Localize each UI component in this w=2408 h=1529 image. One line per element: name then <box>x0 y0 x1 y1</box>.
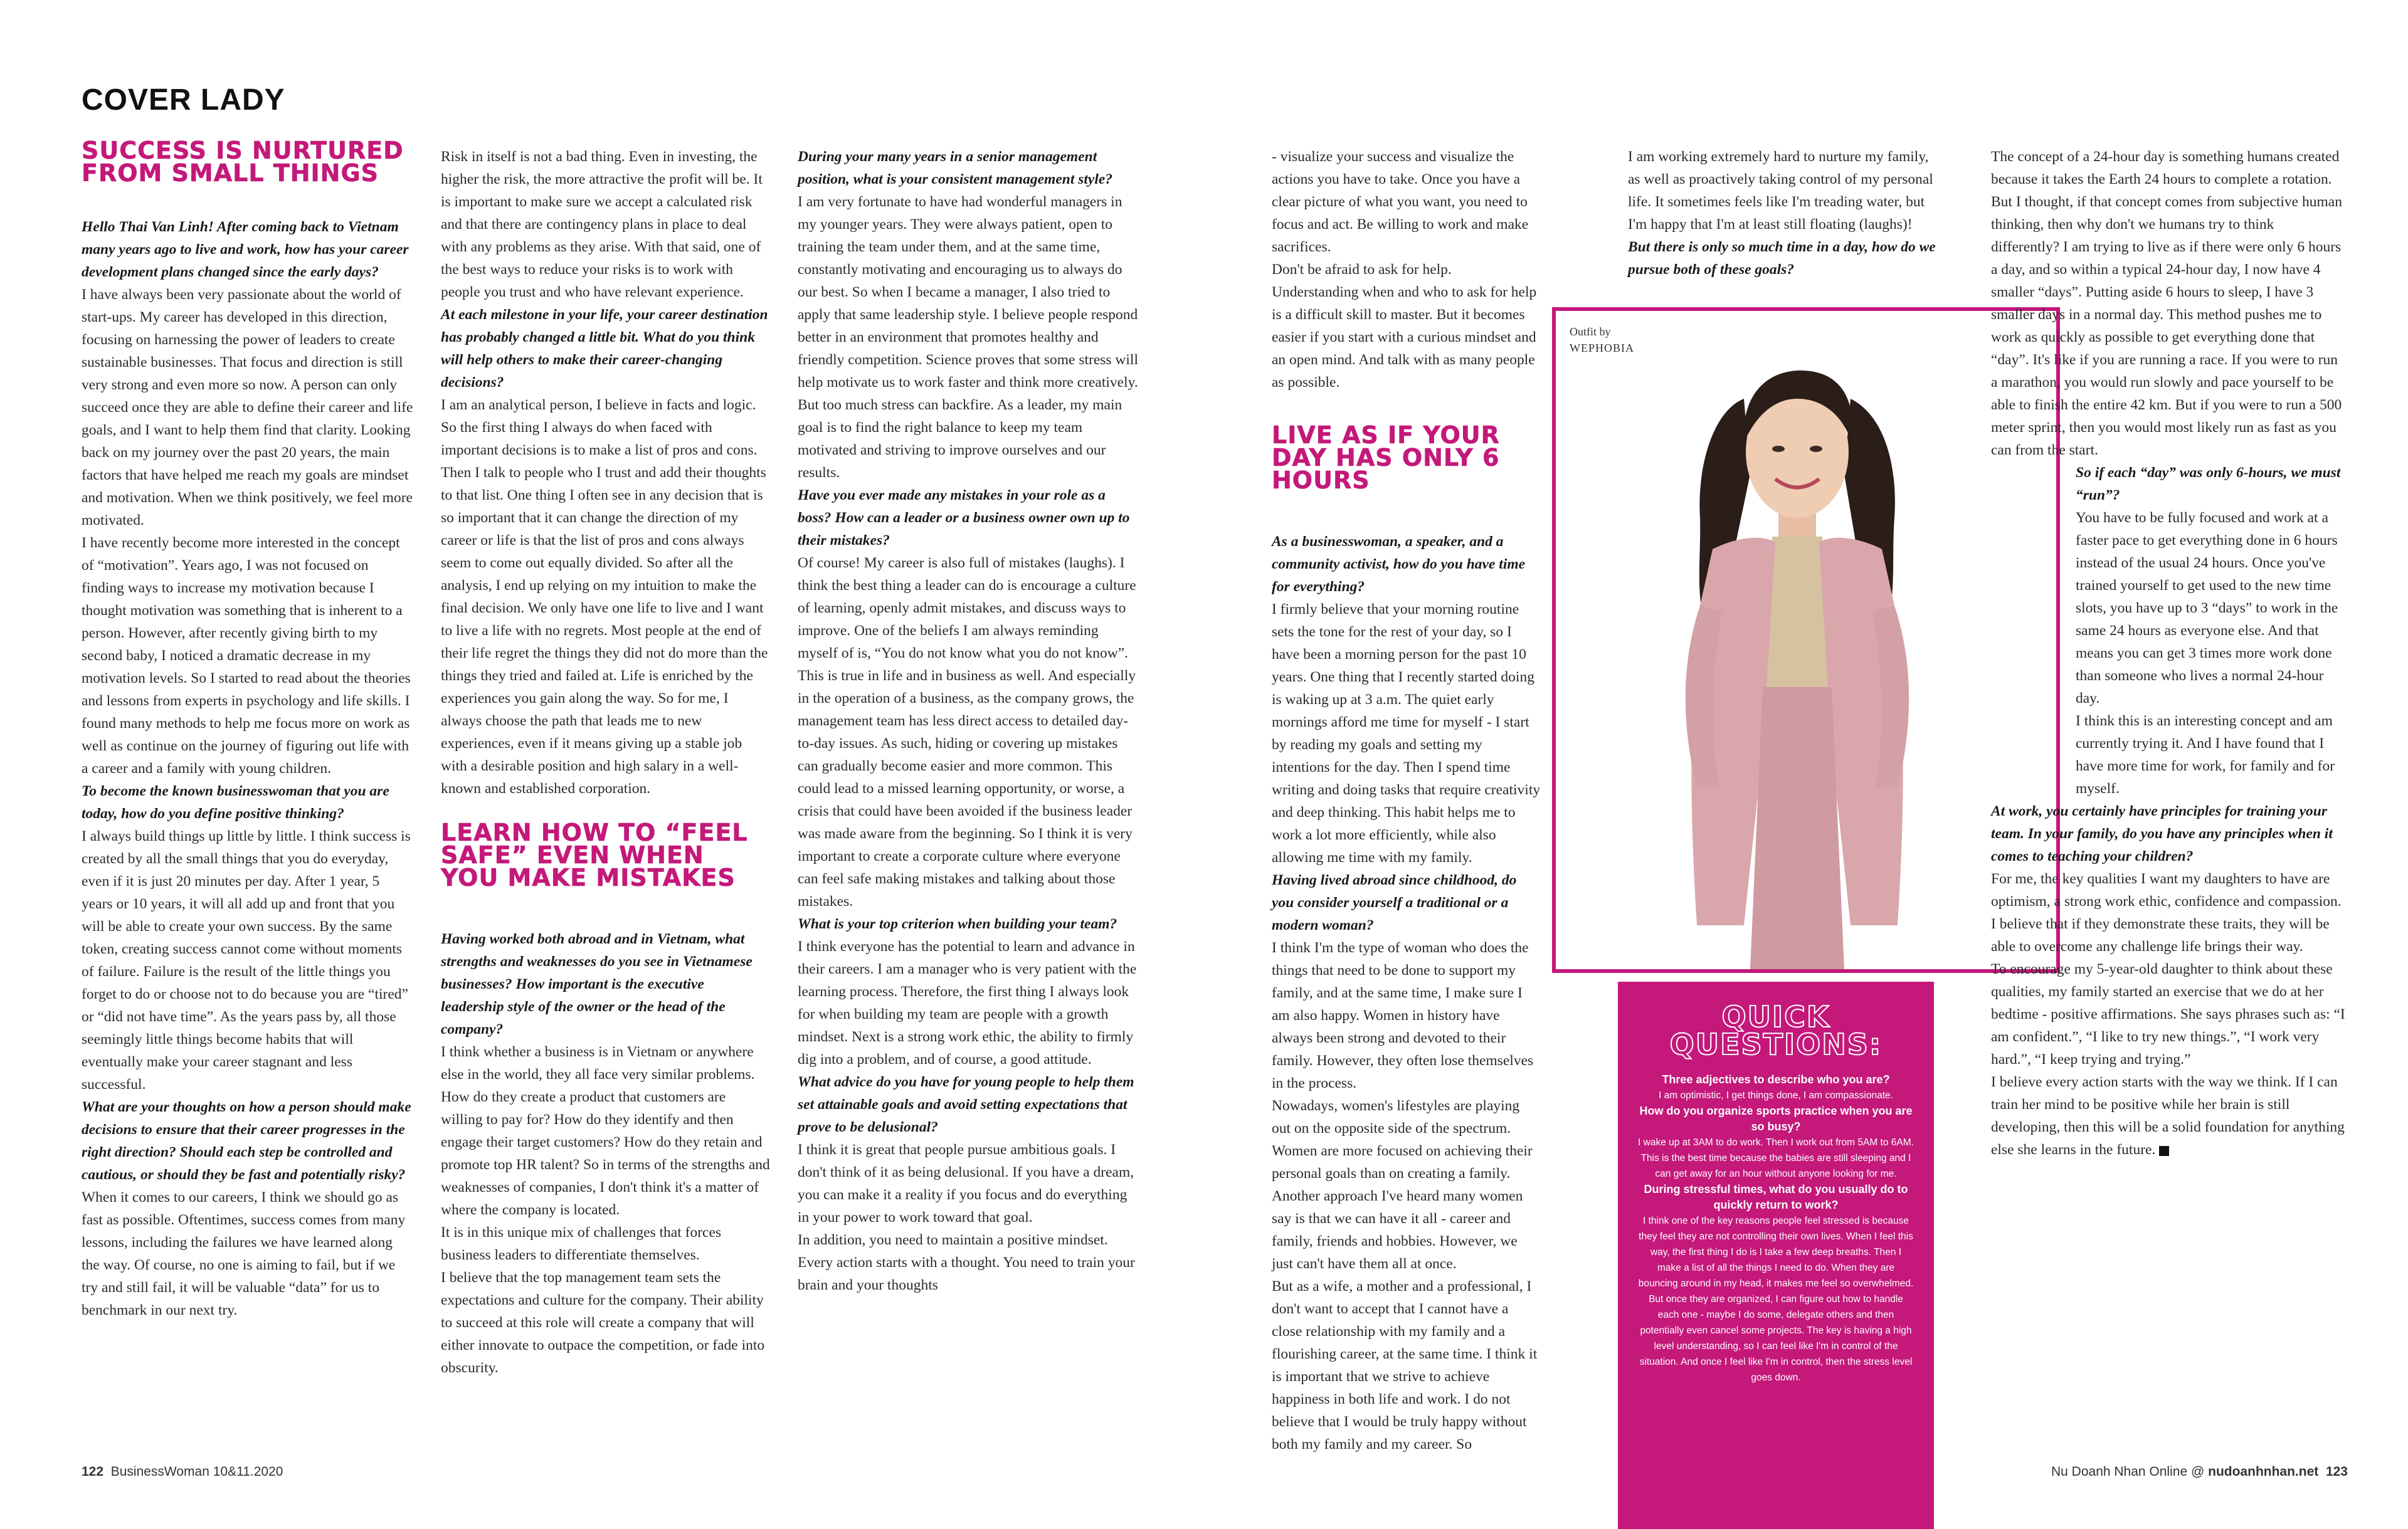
quick-answer: I wake up at 3AM to do work. Then I work out from 5AM to 6AM. This is the best time because the babies are still sleeping and I can get away for an hour without anyone looking for me. <box>1638 1137 1914 1179</box>
quick-answer: I am optimistic, I get things done, I am compassionate. <box>1659 1090 1893 1101</box>
article-column-1 <box>82 137 414 1321</box>
interview-answer: I am very fortunate to have had wonderful managers in my younger years. They were always patient, open to training the team under them, and at the same time, constantly motivating and encouraging us to always do our best. So when I became a manager, I also tried to apply that same leadership style. I believe people respond better in an environment that promotes healthy and friendly competition. Science proves that some stress will help motivate us to work faster and think more creatively. But too much stress can backfire. As a leader, my main goal is to find the right balance to keep my team motivated and striving to improve ourselves and our results. <box>798 194 1138 481</box>
section-label: COVER LADY <box>82 83 285 117</box>
folio-left <box>82 1464 283 1479</box>
interview-question: What are your thoughts on how a person should make decisions to ensure that their career progresses in the right direction? Should each step be controlled and cautious, or should they be fast and potentially risky? <box>82 1099 411 1183</box>
interview-answer: - visualize your success and visualize the actions you have to take. Once you have a clear picture of what you want, you need to focus and act. Be willing to work and make sacrifices. <box>1272 149 1529 255</box>
interview-answer: Don't be afraid to ask for help. Understanding when and who to ask for help is a difficult skill to master. But it becomes easier if you start with a curious mindset and an open mind. And talk with as many people as possible. <box>1272 261 1537 391</box>
interview-answer: I think everyone has the potential to learn and advance in their careers. I am a manager who is very patient with the learning process. Therefore, the first thing I always look for when building my team are people with a growth mindset. Next is a strong work ethic, the ability to firmly dig into a problem, and of course, a good attitude. <box>798 938 1137 1068</box>
interview-answer: I always build things up little by little. I think success is created by all the small things that you do everyday, even if it is just 20 minutes per day. After 1 year, 5 years or 10 years, it will all add up and front that you will be able to create your own success. By the same token, creating success cannot come without moments of failure. Failure is the result of the little things you forget to do or choose not to do because you are “tired” or “did not have time”. As the years pass by, all those seemingly little things become habits that will eventually make your career stagnant and less successful. <box>82 828 411 1093</box>
interview-question: What advice do you have for young people to help them set attainable goals and avoid setting expectations that prove to be delusional? <box>798 1074 1134 1135</box>
quick-question: How do you organize sports practice when you are so busy? <box>1639 1105 1913 1133</box>
magazine-issue: BusinessWoman 10&11.2020 <box>110 1464 283 1479</box>
article-column-4 <box>1272 145 1588 1456</box>
column-5-body <box>1628 145 1941 281</box>
article-column-3 <box>798 145 1139 1296</box>
page-number-right: 123 <box>2325 1464 2348 1479</box>
site-name: Nu Doanh Nhan Online @ <box>2051 1464 2205 1479</box>
headline-feel-safe: LEARN HOW TO “FEEL SAFE” EVEN WHEN YOU MAKE MISTAKES <box>441 819 748 891</box>
outfit-brand: WEPHOBIA <box>1570 342 1634 354</box>
column-4-body-top <box>1272 145 1541 394</box>
page-number-left: 122 <box>82 1464 104 1479</box>
interview-question: Having worked both abroad and in Vietnam, what strengths and weaknesses do you see in Vietnamese businesses? How important is the executive leadership style of the owner or the head of the company? <box>441 931 752 1038</box>
interview-answer: It is in this unique mix of challenges that forces business leaders to differentiate themselves. <box>441 1224 722 1263</box>
interview-question: At each milestone in your life, your career destination has probably changed a little bit. What do you think will help others to make their career-changing decisions? <box>441 307 768 391</box>
interview-answer: To encourage my 5-year-old daughter to think about these qualities, my family started an exercise that we do at her bedtime - positive affirmations. She says phrases such as: “I am confident.”, “I like to try new things.”, “I work very hard.”, “I keep trying and trying.” <box>1991 961 2345 1068</box>
quick-questions-title: QUICK QUESTIONS: <box>1669 1000 1883 1061</box>
interview-question: Having lived abroad since childhood, do you consider yourself a traditional or a modern woman? <box>1272 872 1517 933</box>
interview-question: During your many years in a senior management position, what is your consistent management style? <box>798 149 1113 187</box>
quick-answer: I think one of the key reasons people feel stressed is because they feel they are not controlling their own lives. When I feel this way, the first thing I do is I take a few deep breaths. Then I make a list of all the things I need to do. When they are bouncing around in my head, it makes me feel so overwhelmed. But once they are organized, I can figure out how to handle each one - maybe I do some, delegate others and then potentially even cancel some projects. The key is having a high level understanding, so I can feel like I'm in control of the situation. And once I feel like I'm in control, then the stress level goes down. <box>1638 1216 1914 1383</box>
interview-question: But there is only so much time in a day, how do we pursue both of these goals? <box>1628 239 1936 278</box>
interview-answer: The concept of a 24-hour day is something humans created because it takes the Earth 24 hours to complete a rotation. But I thought, if that concept comes from subjective human thinking, then why don't we humans try to think differently? I am trying to live as if there were only 6 hours a day, and so within a typical 24-hour day, I now have 4 smaller “days”. Putting aside 6 hours to sleep, I have 3 smaller days in a normal day. This method pushes me to work as quickly as possible to get everything done that “day”. It's like if you are running a race. If you were to run a marathon, you would run slowly and pace yourself to be able to finish the entire 42 km. But if you were to run a 500 meter sprint, then you would most likely run as fast as you can from the start. <box>1991 149 2342 458</box>
interview-answer: I believe that the top management team sets the expectations and culture for the company. Their ability to succeed at this role will create a company that will either innovate to outpace the competition, or fade into obscurity. <box>441 1269 765 1376</box>
interview-answer: When it comes to our careers, I think we should go as fast as possible. Oftentimes, success comes from many lessons, including the failures we have learned along the way. Of course, no one is aiming to fail, but if we try and still fail, it will be valuable “data” for us to benchmark in our next try. <box>82 1189 406 1318</box>
interview-answer: Risk in itself is not a bad thing. Even in investing, the higher the risk, the more attractive the profit will be. It is important to make sure we accept a calculated risk and that there are contingency plans in place to deal with any problems as they arise. With that said, one of the best ways to reduce your risks is to work with people you trust and who have relevant experience. <box>441 149 763 300</box>
article-column-2 <box>441 145 770 1379</box>
interview-question: To become the known businesswoman that you are today, how do you define positive thinking? <box>82 783 389 822</box>
quick-questions-list <box>1638 1072 1914 1385</box>
interview-answer: Nowadays, women's lifestyles are playing out on the opposite side of the spectrum. Women are more focused on achieving their personal goals than on creating a family. Another approach I've heard many women say is that we can have it all - career and family, friends and hobbies. However, we just can't have them all at once. <box>1272 1098 1533 1272</box>
interview-answer: I have recently become more interested in the concept of “motivation”. Years ago, I was not focused on finding ways to increase my motivation because I thought motivation was something that is inherent to a person. However, after recently giving birth to my second baby, I noticed a dramatic decrease in my motivation levels. So I started to read about the theories and lessons from experts in psychology and life skills. I found many methods to help me focus more on work as well as continue on the journey of figuring out life with a career and a family with young children. <box>82 535 411 777</box>
interview-answer: I am working extremely hard to nurture my family, as well as proactively taking control of my personal life. It sometimes feels like I'm treading water, but I'm happy that I'm at least still floating (laughs)! <box>1628 149 1933 233</box>
quick-question: During stressful times, what do you usually do to quickly return to work? <box>1644 1183 1908 1211</box>
interview-answer: I think whether a business is in Vietnam or anywhere else in the world, they all face very similar problems. How do they create a product that customers are willing to pay for? How do they identify and then engage their target customers? How do they retain and promote top HR talent? So in terms of the strengths and weaknesses of companies, I don't think it's a matter of where the company is located. <box>441 1044 770 1218</box>
quick-question: Three adjectives to describe who you are? <box>1662 1073 1890 1086</box>
column-3-body <box>798 145 1139 1296</box>
interview-answer: Of course! My career is also full of mistakes (laughs). I think the best thing a leader can do is encourage a culture of learning, openly admit mistakes, and discuss ways to improve. One of the beliefs I am always reminding myself of is, “You do not know what you do not know”. This is true in life and in business as well. And especially in the operation of a business, as the company grows, the management team has less direct access to detailed day-to-day issues. As such, hiding or covering up mistakes can gradually become easier and more common. This could lead to a missed learning opportunity, or worse, a crisis that could have been avoided if the business leader was made aware from the beginning. So I think it is very important to create a corporate culture where everyone can feel safe making mistakes and talking about those mistakes. <box>798 555 1136 910</box>
quick-questions-box <box>1618 982 1934 1529</box>
column-2-body-top <box>441 145 770 800</box>
column-4-body-bottom <box>1272 530 1541 1456</box>
headline-six-hours: LIVE AS IF YOUR DAY HAS ONLY 6 HOURS <box>1272 421 1500 494</box>
column-1-body <box>82 216 414 1321</box>
interview-question: So if each “day” was only 6-hours, we must “run”? <box>2076 465 2341 503</box>
cover-photo-frame <box>1552 307 2060 973</box>
interview-answer: I think this is an interesting concept and am currently trying it. And I have found that I have more time for work, for family and for myself. <box>2076 713 2335 797</box>
interview-question: As a businesswoman, a speaker, and a community activist, how do you have time for everything? <box>1272 533 1526 595</box>
site-url: nudoanhnhan.net <box>2208 1464 2319 1479</box>
interview-answer: I think I'm the type of woman who does the things that need to be done to support my family, and at the same time, I make sure I am also happy. Women in history have always been strong and devoted to their family. However, they often lose themselves in the process. <box>1272 940 1534 1091</box>
interview-answer: In addition, you need to maintain a positive mindset. Every action starts with a thought. You need to train your brain and your thoughts <box>798 1232 1135 1293</box>
interview-question: At work, you certainly have principles for training your team. In your family, do you have any principles when it comes to teaching your children? <box>1991 803 2333 864</box>
column-2-body-bottom <box>441 928 770 1379</box>
interview-answer: I have always been very passionate about the world of start-ups. My career has developed in this direction, focusing on harnessing the power of leaders to create sustainable businesses. That focus and direction is still very strong and even more so now. A person can only succeed once they are able to define their career and life goals, and I want to help them find that clarity. Looking back on my journey over the past 20 years, the main factors that have helped me reach my goals are mindset and motivation. When we think positively, we feel more motivated. <box>82 286 413 528</box>
interview-answer: For me, the key qualities I want my daughters to have are optimism, a strong work ethic, confidence and compassion. I believe that if they demonstrate these traits, they will be able to overcome any challenge life brings their way. <box>1991 871 2342 955</box>
column-6-body <box>1991 145 2345 1161</box>
folio-right <box>2051 1464 2348 1479</box>
interview-answer: I firmly believe that your morning routine sets the tone for the rest of your day, so I have been a morning person for the past 10 years. One thing that I recently started doing is waking up at 3 a.m. The quiet early mornings afford me time for myself - I start by reading my goals and setting my intentions for the day. Then I spend time writing and doing tasks that require creativity and deep thinking. This habit helps me to work a lot more efficiently, while also allowing me time with my family. <box>1272 601 1541 866</box>
interview-answer: I am an analytical person, I believe in facts and logic. So the first thing I always do when faced with important decisions is to make a list of pros and cons. Then I talk to people who I trust and add their thoughts to that list. One thing I often see in any decision that is so important that it can change the direction of my career or life is that the list of pros and cons always seem to come out equally divided. So after all the analysis, I end up relying on my intuition to make the final decision. We only have one life to live and I want to live a life with no regrets. Most people at the end of their life regret the things they did not do more than the things they tried and failed at. Life is enriched by the experiences you gain along the way. So for me, I always choose the path that leads me to new experiences, even if it means giving up a stable job with a desirable position and high salary in a well-known and established corporation. <box>441 397 768 797</box>
interview-answer: I think it is great that people pursue ambitious goals. I don't think of it as being delusional. If you have a dream, you can make it a reality if you focus and do everything in your power to work toward that goal. <box>798 1142 1134 1226</box>
portrait-illustration <box>1556 311 2056 969</box>
article-column-5 <box>1628 145 1941 281</box>
end-mark-icon <box>2159 1146 2169 1156</box>
interview-question: What is your top criterion when building your team? <box>798 916 1117 932</box>
interview-answer: You have to be fully focused and work at a faster pace to get everything done in 6 hours instead of the usual 24 hours. Once you've trained yourself to get used to the new time slots, you have up to 3 “days” to work in the same 24 hours as everyone else. And that means you can get 3 times more work done than someone who lives a normal 24-hour day. <box>2076 510 2338 707</box>
interview-answer: I believe every action starts with the way we think. If I can train her mind to be positive while her brain is still developing, then this will be a solid foundation for anything else she learns in the future. <box>1991 1074 2345 1158</box>
outfit-label: Outfit by <box>1570 325 1611 338</box>
interview-question: Hello Thai Van Linh! After coming back to Vietnam many years ago to live and work, how has your career development plans changed since the early days? <box>82 219 409 280</box>
headline-success: SUCCESS IS NURTURED FROM SMALL THINGS <box>82 137 404 187</box>
interview-question: Have you ever made any mistakes in your role as a boss? How can a leader or a business owner own up to their mistakes? <box>798 487 1130 549</box>
article-column-6 <box>1991 145 2345 1161</box>
interview-answer: But as a wife, a mother and a professional, I don't want to accept that I cannot have a close relationship with my family and a flourishing career, at the same time. I think it is important that we strive to achieve happiness in both life and work. I do not believe that I would be truly happy without both my family and my career. So <box>1272 1278 1538 1453</box>
